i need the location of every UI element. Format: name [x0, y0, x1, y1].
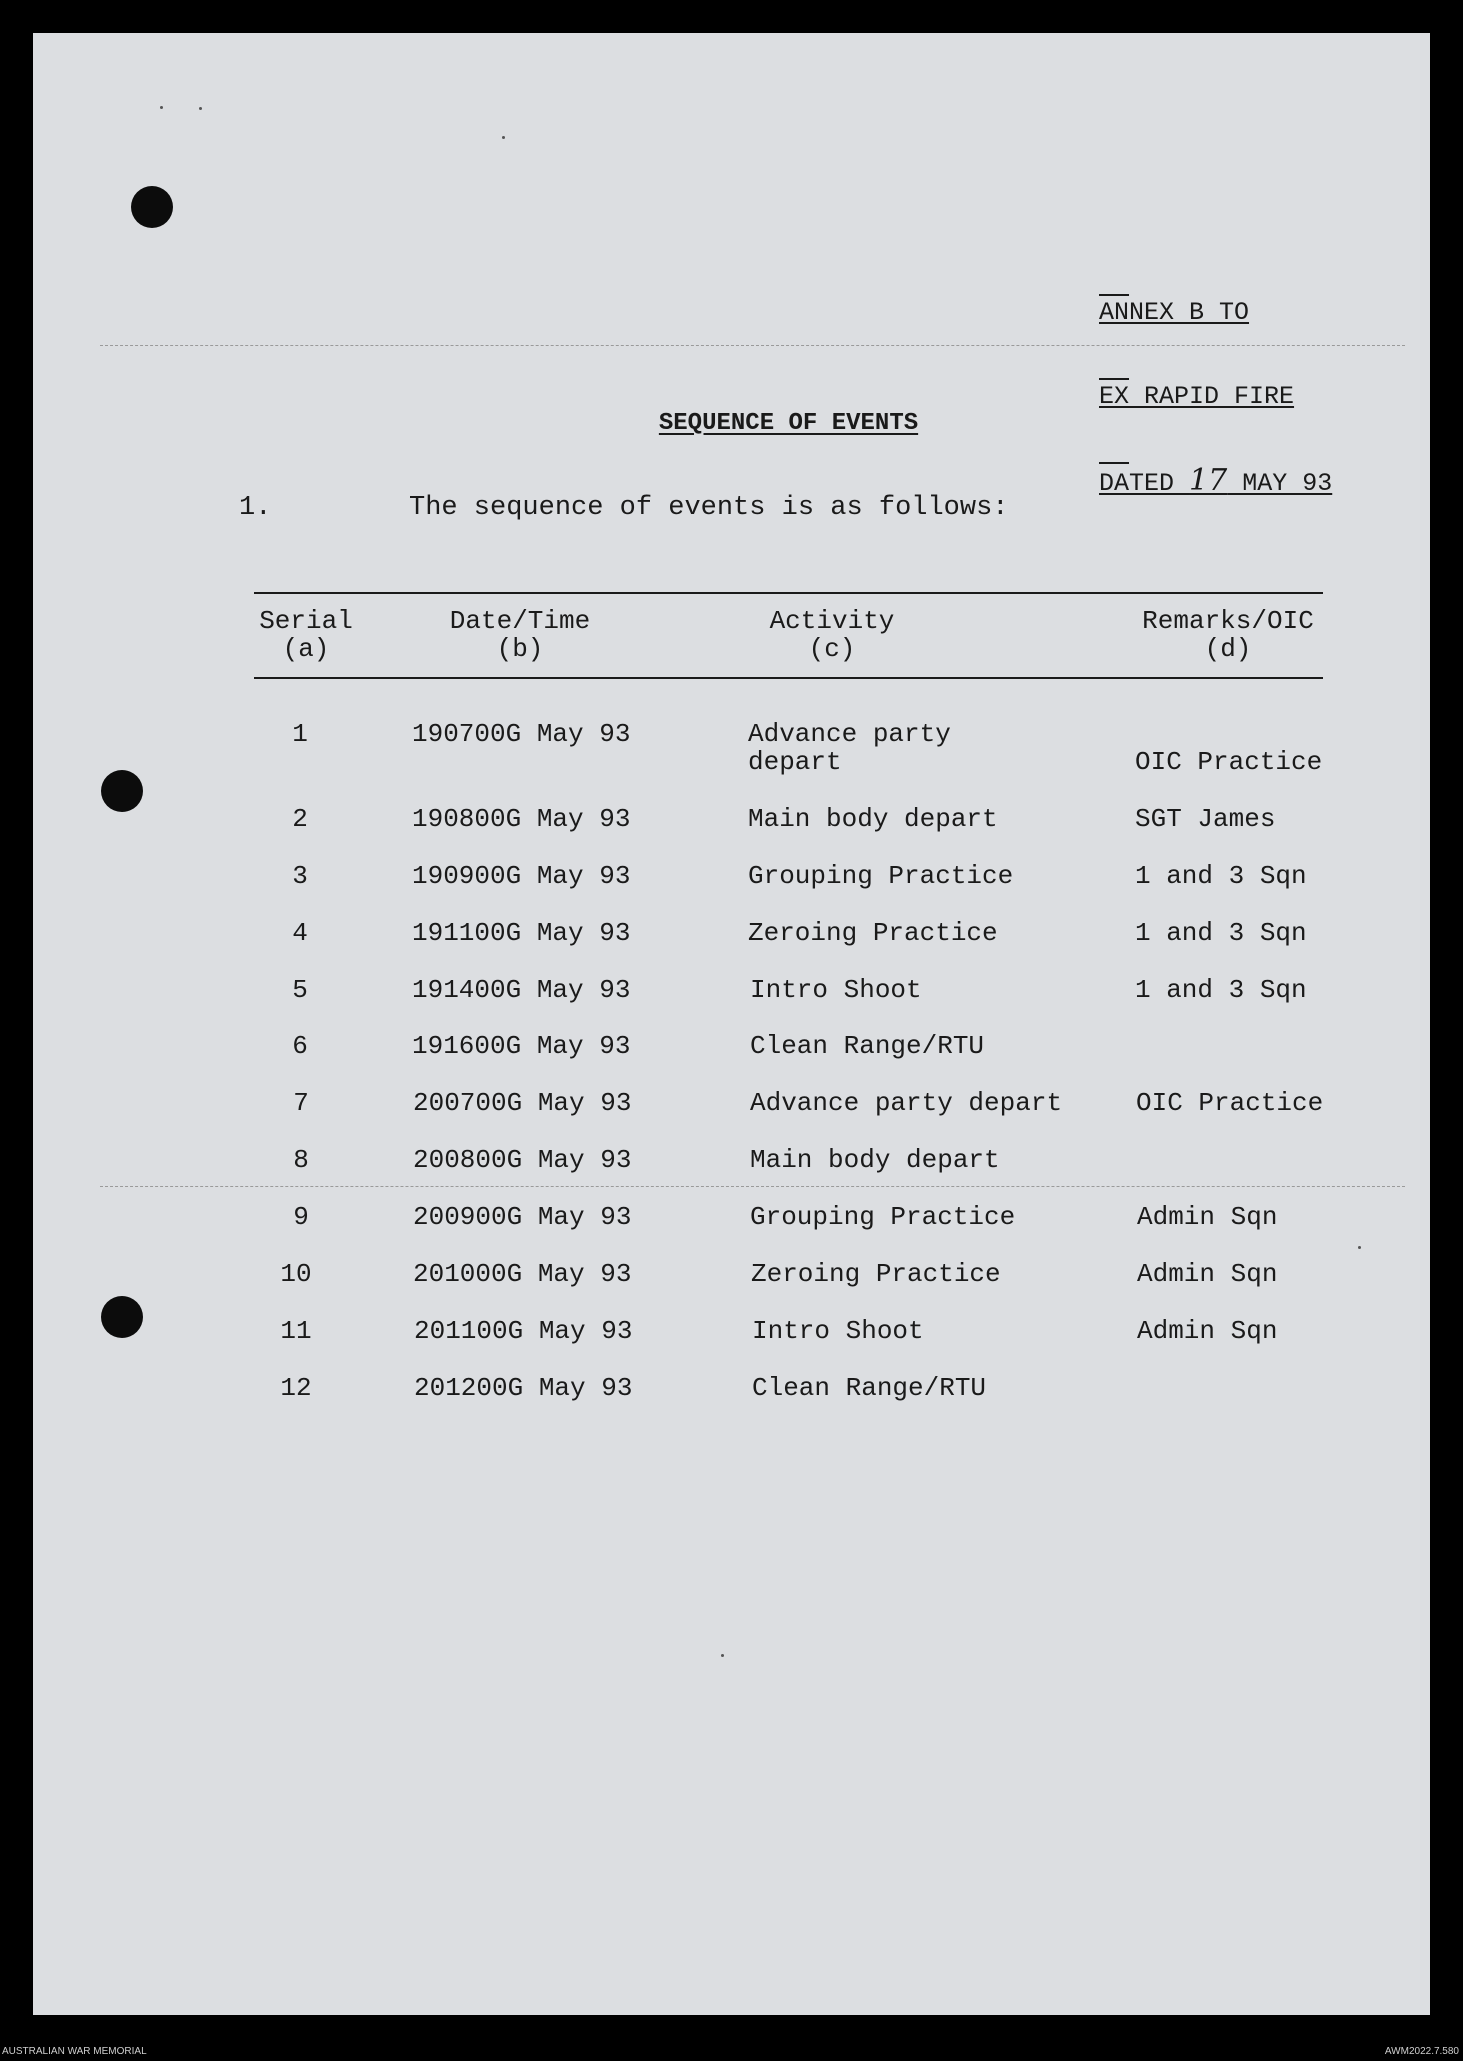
paper-speck [160, 106, 163, 109]
punch-hole-bottom [101, 1296, 143, 1338]
cell-serial: 3 [292, 861, 308, 891]
cell-serial: 9 [293, 1202, 309, 1232]
cell-remarks: 1 and 3 Sqn [1135, 918, 1307, 948]
cell-serial: 12 [280, 1373, 312, 1403]
cell-activity: Zeroing Practice [748, 918, 998, 948]
cell-datetime: 191400G May 93 [412, 975, 631, 1005]
cell-serial: 8 [293, 1145, 309, 1175]
header-serial-label: Serial [259, 606, 353, 636]
header-activity [752, 607, 912, 663]
cell-remarks: OIC Practice [1136, 1088, 1324, 1118]
fold-line-middle [100, 1186, 1405, 1187]
cell-activity: Main body depart [748, 804, 998, 834]
cell-datetime: 201200G May 93 [414, 1373, 633, 1403]
cell-activity: Clean Range/RTU [752, 1373, 987, 1403]
cell-activity: Zeroing Practice [751, 1259, 1001, 1289]
paper-speck [1358, 1246, 1361, 1249]
annex-line-1: ANNEX B TO [1099, 298, 1250, 327]
cell-datetime: 191600G May 93 [412, 1031, 631, 1061]
page-title: SEQUENCE OF EVENTS [658, 410, 919, 437]
cell-serial: 1 [292, 719, 308, 749]
cell-datetime: 190700G May 93 [412, 719, 631, 749]
table-top-rule [254, 592, 1323, 594]
footer-item-id: AWM2022.7.580 [1384, 2046, 1459, 2057]
annex-line-3 [1099, 463, 1333, 498]
handwritten-day: 17 [1189, 463, 1228, 498]
paper-speck [199, 107, 202, 110]
cell-activity: Clean Range/RTU [750, 1031, 985, 1061]
cell-activity: Grouping Practice [748, 861, 1014, 891]
cell-remarks: Admin Sqn [1137, 1316, 1278, 1346]
cell-serial: 6 [292, 1031, 308, 1061]
header-serial [250, 607, 362, 663]
paragraph-text: The sequence of events is as follows: [409, 493, 1009, 523]
cell-activity: Intro Shoot [752, 1316, 924, 1346]
cell-datetime: 191100G May 93 [412, 918, 631, 948]
cell-serial: 4 [292, 918, 308, 948]
cell-datetime: 200800G May 93 [413, 1145, 632, 1175]
annex-reference [1099, 243, 1332, 526]
cell-serial: 5 [292, 975, 308, 1005]
header-remarks-label: Remarks/OIC [1142, 606, 1314, 636]
header-activity-label: Activity [769, 606, 895, 636]
header-datetime-label: Date/Time [449, 606, 591, 636]
cell-datetime: 200900G May 93 [413, 1202, 632, 1232]
cell-serial: 11 [280, 1316, 312, 1346]
punch-hole-top [131, 186, 173, 228]
punch-hole-middle [101, 770, 143, 812]
cell-datetime: 201000G May 93 [413, 1259, 632, 1289]
cell-remarks: 1 and 3 Sqn [1135, 975, 1307, 1005]
annex-line-2: EX RAPID FIRE [1099, 382, 1295, 411]
cell-remarks: 1 and 3 Sqn [1135, 861, 1307, 891]
cell-remarks: Admin Sqn [1137, 1259, 1278, 1289]
cell-activity: Main body depart [750, 1145, 1000, 1175]
footer-institution: AUSTRALIAN WAR MEMORIAL [2, 2046, 147, 2057]
cell-activity: Advance party depart [748, 719, 951, 777]
cell-datetime: 190900G May 93 [412, 861, 631, 891]
header-datetime [430, 607, 610, 663]
cell-activity: Intro Shoot [750, 975, 922, 1005]
header-datetime-sub: (b) [496, 634, 544, 664]
cell-datetime: 200700G May 93 [413, 1088, 632, 1118]
cell-serial: 7 [293, 1088, 309, 1118]
cell-remarks: Admin Sqn [1137, 1202, 1278, 1232]
cell-activity: Grouping Practice [750, 1202, 1016, 1232]
paper-speck [721, 1654, 724, 1657]
cell-remarks: SGT James [1135, 804, 1276, 834]
header-remarks [1130, 607, 1326, 663]
cell-serial: 2 [292, 804, 308, 834]
header-serial-sub: (a) [282, 634, 330, 664]
table-header-rule [254, 677, 1323, 679]
paragraph-number: 1. [239, 493, 272, 523]
annex-dated-month: MAY 93 [1227, 469, 1333, 498]
header-remarks-sub: (d) [1204, 634, 1252, 664]
header-activity-sub: (c) [808, 634, 856, 664]
cell-datetime: 201100G May 93 [414, 1316, 633, 1346]
cell-serial: 10 [280, 1259, 312, 1289]
cell-activity: Advance party depart [750, 1088, 1063, 1118]
cell-datetime: 190800G May 93 [412, 804, 631, 834]
cell-remarks: OIC Practice [1135, 747, 1323, 777]
paper-speck [502, 136, 505, 139]
annex-dated-label: DATED [1099, 469, 1190, 498]
